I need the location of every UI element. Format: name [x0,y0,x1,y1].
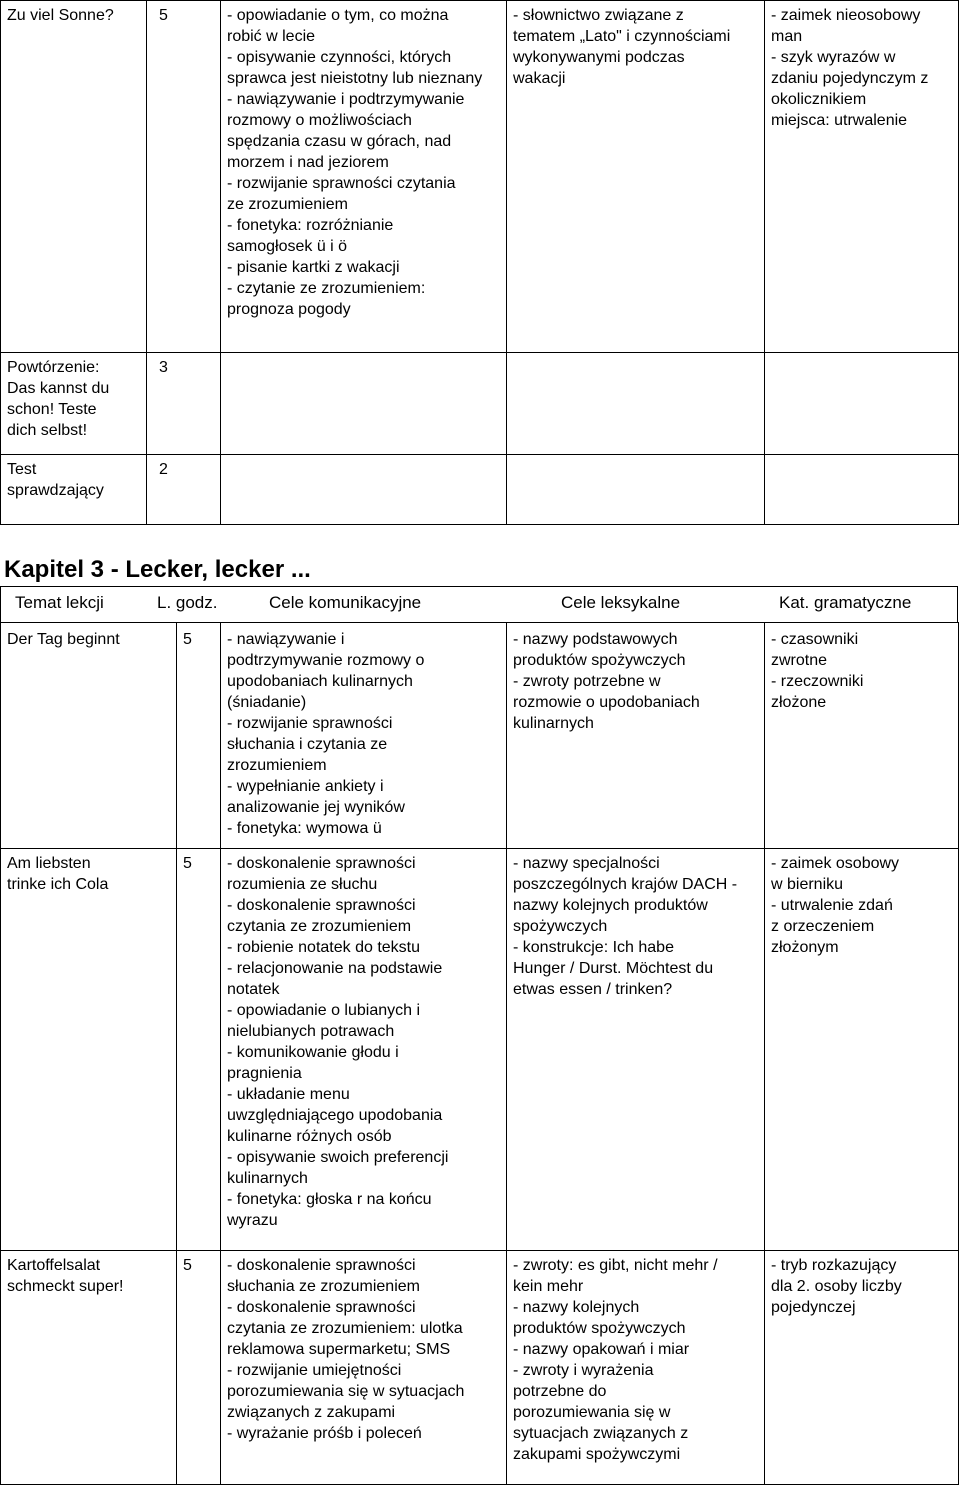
table-row [1,849,959,1251]
chapter-title: Kapitel 3 - Lecker, lecker ... [4,556,311,583]
lesson-topic: Kartoffelsalat schmeckt super! [1,1251,177,1485]
lexical-goals: - nazwy specjalności poszczególnych krajów DACH - nazwy kolejnych produktów spożywczych - konstrukcje: Ich habe Hunger / Durst. Möchtest du etwas essen / trinken? [507,849,765,1251]
header-grammar: Kat. gramatyczne [779,593,912,612]
lesson-hours: 3 [147,353,221,455]
table-row [1,353,959,455]
lexical-goals: - nazwy podstawowych produktów spożywczych - zwroty potrzebne w rozmowie o upodobaniach kulinarnych [507,623,765,849]
table-header [0,586,958,622]
lesson-topic: Der Tag beginnt [1,623,177,849]
lesson-topic: Zu viel Sonne? [1,1,147,353]
grammar-categories: - zaimek nieosobowy man - szyk wyrazów w zdaniu pojedynczym z okolicznikiem miejsca: utrwalenie [765,1,959,353]
curriculum-table-chapter-2 [0,0,959,525]
curriculum-table-chapter-3 [0,622,959,1485]
lesson-hours: 2 [147,455,221,525]
table-row [1,1,959,353]
lexical-goals: - słownictwo związane z tematem „Lato" i czynnościami wykonywanymi podczas wakacji [507,1,765,353]
header-hours: L. godz. [157,593,218,612]
lesson-hours: 5 [177,849,221,1251]
table-row [1,455,959,525]
lesson-topic: Test sprawdzający [1,455,147,525]
table-row [1,623,959,849]
lesson-topic: Am liebsten trinke ich Cola [1,849,177,1251]
communicative-goals: - doskonalenie sprawności słuchania ze zrozumieniem - doskonalenie sprawności czytania ze zrozumieniem: ulotka reklamowa supermarketu; SMS - rozwijanie umiejętności porozumiewania się w sytuacjach związanych z zakupami - wyrażanie próśb i poleceń [221,1251,507,1485]
communicative-goals [221,353,507,455]
lesson-hours: 5 [177,1251,221,1485]
header-communicative: Cele komunikacyjne [269,593,422,612]
grammar-categories [765,353,959,455]
lesson-hours: 5 [177,623,221,849]
grammar-categories: - zaimek osobowy w bierniku - utrwalenie zdań z orzeczeniem złożonym [765,849,959,1251]
lexical-goals [507,353,765,455]
grammar-categories: - czasowniki zwrotne - rzeczowniki złożone [765,623,959,849]
lesson-topic: Powtórzenie: Das kannst du schon! Teste dich selbst! [1,353,147,455]
grammar-categories [765,455,959,525]
header-lexical: Cele leksykalne [561,593,681,612]
grammar-categories: - tryb rozkazujący dla 2. osoby liczby pojedynczej [765,1251,959,1485]
header-topic: Temat lekcji [15,593,104,612]
communicative-goals: - nawiązywanie i podtrzymywanie rozmowy o upodobaniach kulinarnych (śniadanie) - rozwijanie sprawności słuchania i czytania ze zrozumieniem - wypełnianie ankiety i analizowanie jej wyników - fonetyka: wymowa ü [221,623,507,849]
communicative-goals [221,455,507,525]
communicative-goals: - doskonalenie sprawności rozumienia ze słuchu - doskonalenie sprawności czytania ze zrozumieniem - robienie notatek do tekstu - relacjonowanie na podstawie notatek - opowiadanie o lubianych i nielubianych potrawach - komunikowanie głodu i pragnienia - układanie menu uwzględniającego upodobania kulinarne różnych osób - opisywanie swoich preferencji kulinarnych - fonetyka: głoska r na końcu wyrazu [221,849,507,1251]
lexical-goals [507,455,765,525]
lexical-goals: - zwroty: es gibt, nicht mehr / kein mehr - nazwy kolejnych produktów spożywczych - nazwy opakowań i miar - zwroty i wyrażenia potrzebne do porozumiewania się w sytuacjach związanych z zakupami spożywczymi [507,1251,765,1485]
communicative-goals: - opowiadanie o tym, co można robić w lecie - opisywanie czynności, których sprawca jest nieistotny lub nieznany - nawiązywanie i podtrzymywanie rozmowy o możliwościach spędzania czasu w górach, nad morzem i nad jeziorem - rozwijanie sprawności czytania ze zrozumieniem - fonetyka: rozróżnianie samogłosek ü i ö - pisanie kartki z wakacji - czytanie ze zrozumieniem: prognoza pogody [221,1,507,353]
table-row [1,1251,959,1485]
lesson-hours: 5 [147,1,221,353]
